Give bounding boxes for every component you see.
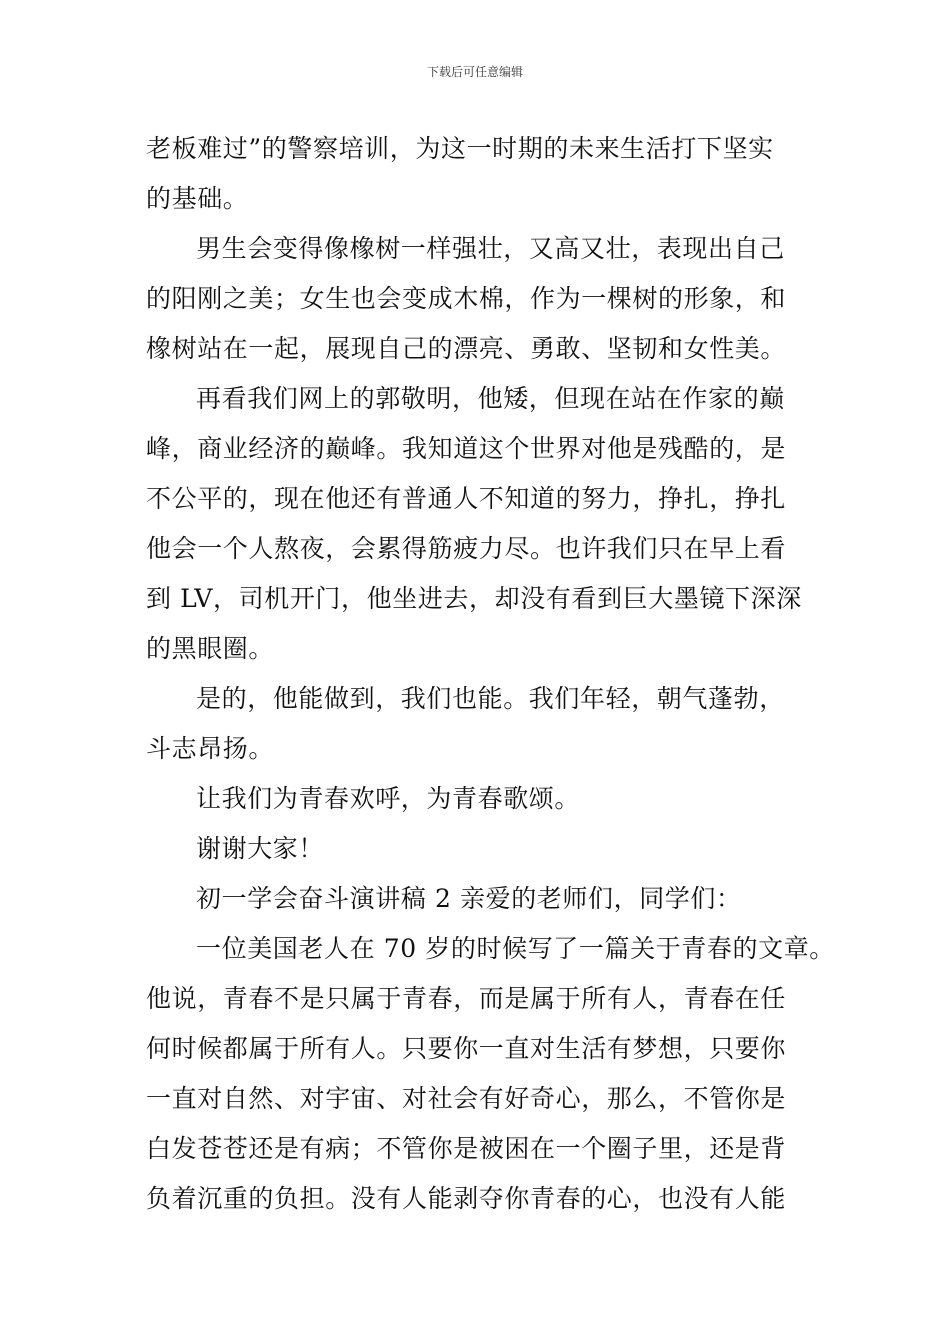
text-line: 一直对自然、对宇宙、对社会有好奇心，那么，不管你是 bbox=[146, 1084, 787, 1113]
page-header: 下载后可任意编辑 bbox=[426, 65, 523, 79]
text-line: 橡树站在一起，展现自己的漂亮、勇敢、坚韧和女性美。 bbox=[146, 334, 787, 363]
paragraph-start-line: 是的，他能做到，我们也能。我们年轻，朝气蓬勃， bbox=[196, 684, 785, 713]
text-line: 峰，商业经济的巅峰。我知道这个世界对他是残酷的，是 bbox=[146, 434, 787, 463]
paragraph-start-line: 男生会变得像橡树一样强壮，又高又壮，表现出自己 bbox=[196, 234, 785, 263]
text-line: 负着沉重的负担。没有人能剥夺你青春的心，也没有人能 bbox=[146, 1184, 787, 1213]
text-line: 的基础。 bbox=[146, 184, 249, 213]
paragraph-start-line: 再看我们网上的郭敬明，他矮，但现在站在作家的巅 bbox=[196, 384, 785, 413]
paragraph-start-line: 谢谢大家！ bbox=[196, 834, 325, 863]
text-line: 的阳刚之美；女生也会变成木棉，作为一棵树的形象，和 bbox=[146, 284, 787, 313]
text-line: 他会一个人熬夜，会累得筋疲力尽。也许我们只在早上看 bbox=[146, 534, 787, 563]
text-line: 斗志昂扬。 bbox=[146, 734, 275, 763]
paragraph-start-line: 让我们为青春欢呼，为青春歌颂。 bbox=[196, 784, 581, 813]
text-line: 他说，青春不是只属于青春，而是属于所有人，青春在任 bbox=[146, 984, 787, 1013]
text-line: 到 LV，司机开门，他坐进去，却没有看到巨大墨镜下深深 bbox=[146, 584, 802, 613]
text-line: 老板难过”的警察培训，为这一时期的未来生活打下坚实 bbox=[146, 134, 774, 163]
text-line: 白发苍苍还是有病；不管你是被困在一个圈子里，还是背 bbox=[146, 1134, 787, 1163]
text-line: 何时候都属于所有人。只要你一直对生活有梦想，只要你 bbox=[146, 1034, 787, 1063]
text-line: 不公平的，现在他还有普通人不知道的努力，挣扎，挣扎 bbox=[146, 484, 787, 513]
text-line: 的黑眼圈。 bbox=[146, 634, 275, 663]
paragraph-start-line: 一位美国老人在 70 岁的时候写了一篇关于青春的文章。 bbox=[196, 934, 835, 963]
paragraph-start-line: 初一学会奋斗演讲稿 2 亲爱的老师们，同学们： bbox=[196, 884, 742, 913]
